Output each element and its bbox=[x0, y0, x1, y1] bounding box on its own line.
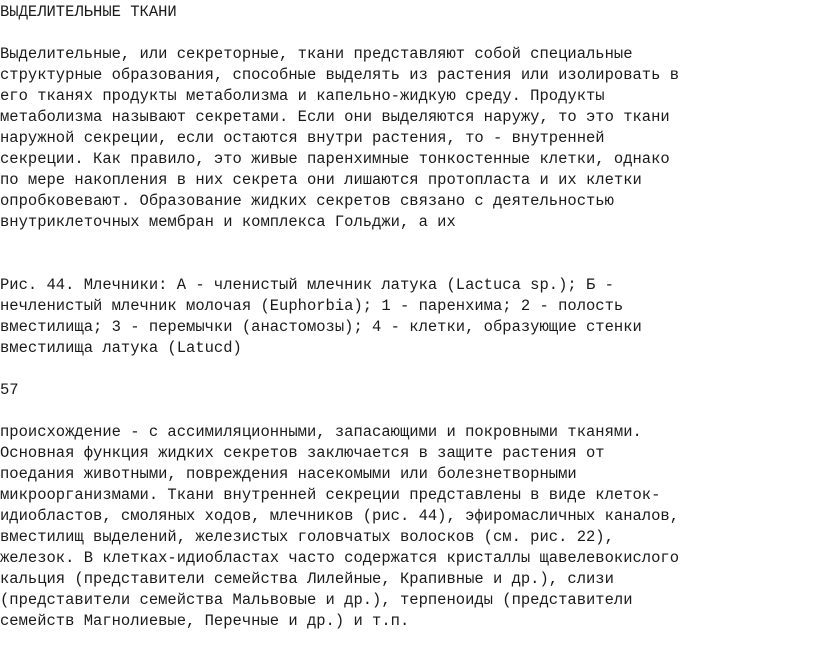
paragraph-line: опробковевают. Образование жидких секретов связано с деятельностью bbox=[0, 192, 614, 210]
figure-caption bbox=[0, 275, 642, 359]
paragraph-line: поедания животными, повреждения насекомыми или болезнетворными bbox=[0, 465, 577, 483]
paragraph-intro bbox=[0, 44, 679, 233]
paragraph-line: метаболизма называют секретами. Если они выделяются наружу, то это ткани bbox=[0, 108, 670, 126]
paragraph-line: происхождение - с ассимиляционными, запасающими и покровными тканями. bbox=[0, 423, 642, 441]
section-title-block bbox=[0, 2, 177, 23]
paragraph-line: наружной секреции, если остаются внутри растения, то - внутренней bbox=[0, 129, 605, 147]
paragraph-line: Выделительные, или секреторные, ткани представляют собой специальные bbox=[0, 45, 633, 63]
paragraph-line: структурные образования, способные выделять из растения или изолировать в bbox=[0, 66, 680, 84]
caption-line: вместилища; 3 - перемычки (анастомозы); 4 - клетки, образующие стенки bbox=[0, 318, 642, 336]
paragraph-line: секреции. Как правило, это живые паренхимные тонкостенные клетки, однако bbox=[0, 150, 670, 168]
page-number: 57 bbox=[0, 381, 19, 399]
paragraph-line: (представители семейства Мальвовые и др.), терпеноиды (представители bbox=[0, 591, 633, 609]
paragraph-continued bbox=[0, 422, 679, 632]
paragraph-line: Основная функция жидких секретов заключается в защите растения от bbox=[0, 444, 605, 462]
paragraph-line: его тканях продукты метаболизма и капельно-жидкую среду. Продукты bbox=[0, 87, 605, 105]
page-number-block bbox=[0, 380, 19, 401]
caption-line: Рис. 44. Млечники: А - членистый млечник латука (Lactuca sp.); Б - bbox=[0, 276, 614, 294]
paragraph-line: идиобластов, смоляных ходов, млечников (рис. 44), эфиромасличных каналов, bbox=[0, 507, 680, 525]
caption-line: вместилища латука (Latucd) bbox=[0, 339, 242, 357]
paragraph-line: семейств Магнолиевые, Перечные и др.) и т.п. bbox=[0, 612, 410, 630]
caption-line: нечленистый млечник молочая (Euphorbia); 1 - паренхима; 2 - полость bbox=[0, 297, 624, 315]
paragraph-line: внутриклеточных мембран и комплекса Гольджи, а их bbox=[0, 213, 456, 231]
paragraph-line: железок. В клетках-идиобластах часто содержатся кристаллы щавелевокислого bbox=[0, 549, 680, 567]
paragraph-line: микроорганизмами. Ткани внутренней секреции представлены в виде клеток- bbox=[0, 486, 661, 504]
paragraph-line: по мере накопления в них секрета они лишаются протопласта и их клетки bbox=[0, 171, 642, 189]
paragraph-line: кальция (представители семейства Лилейные, Крапивные и др.), слизи bbox=[0, 570, 614, 588]
section-title: ВЫДЕЛИТЕЛЬНЫЕ ТКАНИ bbox=[0, 3, 177, 21]
paragraph-line: вместилищ выделений, железистых головчатых волосков (см. рис. 22), bbox=[0, 528, 614, 546]
